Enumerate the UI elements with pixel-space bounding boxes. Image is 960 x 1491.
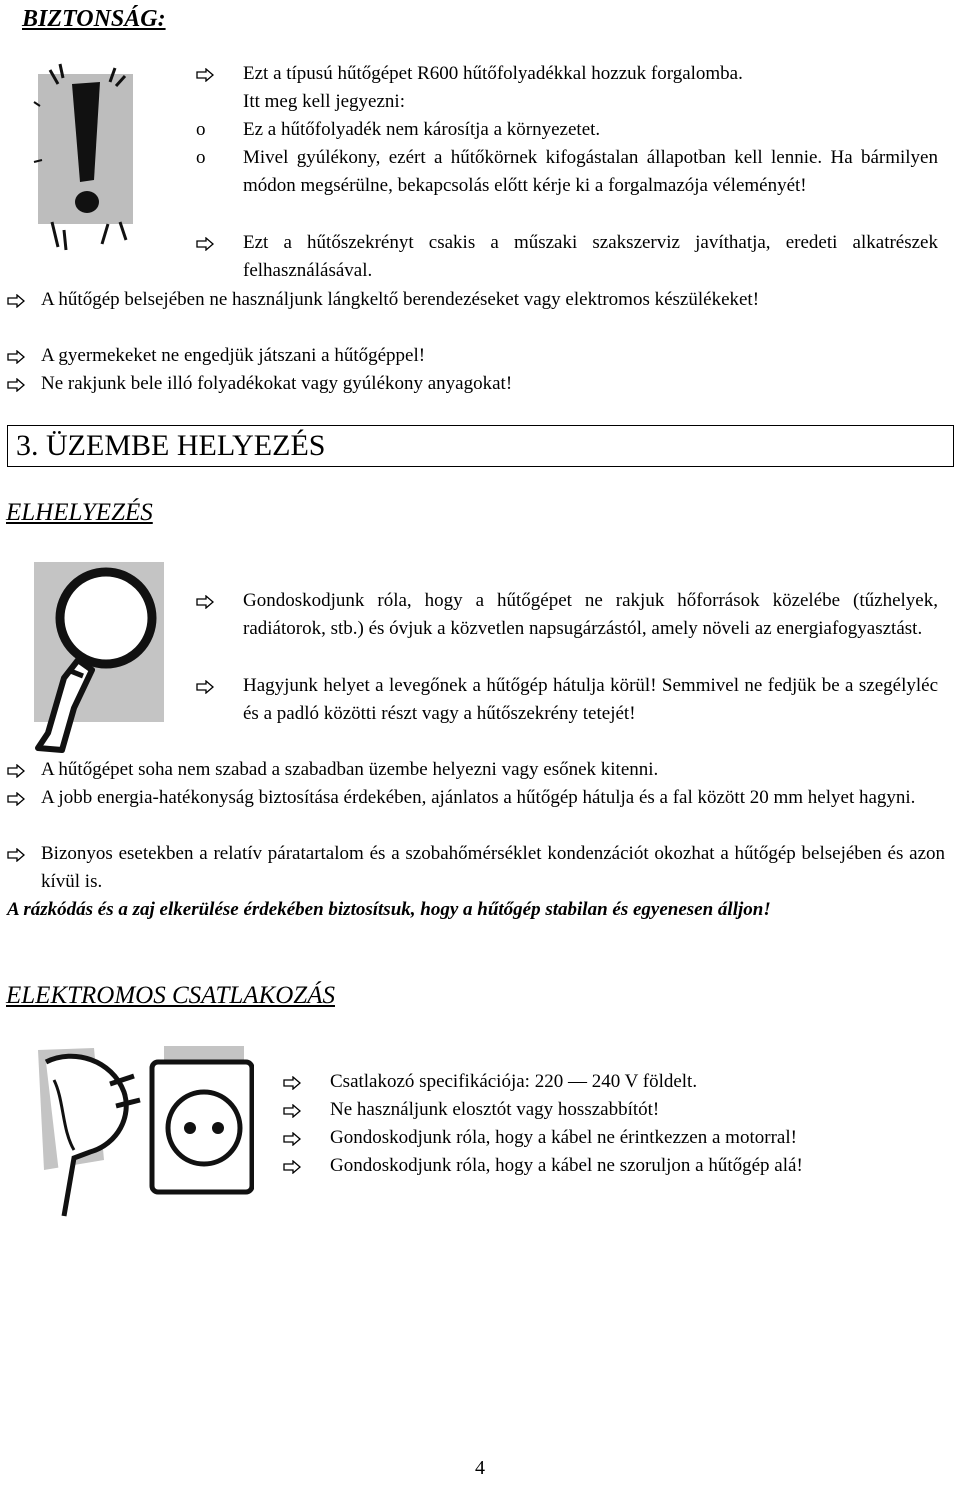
exclamation-warning-icon <box>30 62 140 252</box>
arrow-right-icon <box>7 286 29 314</box>
page-number: 4 <box>475 1457 485 1479</box>
placement-heading: ELHELYEZÉS <box>6 499 153 526</box>
safety-item: A gyermekeket ne engedjük játszani a hűtőgéppel! <box>7 342 945 370</box>
magnifier-icon <box>28 558 178 758</box>
safety-item: Ne rakjunk bele illó folyadékokat vagy gyúlékony anyagokat! <box>7 370 945 398</box>
arrow-right-icon <box>7 342 29 370</box>
arrow-right-icon <box>7 840 29 868</box>
safety-note: Itt meg kell jegyezni: <box>243 91 405 112</box>
arrow-right-icon <box>196 587 218 615</box>
electrical-heading: ELEKTROMOS CSATLAKOZÁS <box>6 982 335 1009</box>
section-title: BIZTONSÁG: <box>22 6 166 32</box>
arrow-right-icon <box>283 1068 305 1096</box>
arrow-right-icon <box>283 1096 305 1124</box>
safety-item: A hűtőgép belsejében ne használjunk lángkeltő berendezéseket vagy elektromos készülékeket! <box>7 286 945 314</box>
electrical-item: Csatlakozó specifikációja: 220 — 240 V földelt. <box>283 1068 943 1096</box>
placement-item: Bizonyos esetekben a relatív páratartalom és a szobahőmérséklet kondenzációt okozhat a hűtőgép belsejében és azon kívül is. <box>7 840 945 896</box>
safety-item: Ezt a hűtőszekrényt csakis a műszaki szakszerviz javíthatja, eredeti alkatrészek felhasználásával. <box>196 229 938 285</box>
arrow-right-icon <box>7 370 29 398</box>
electrical-item: Gondoskodjunk róla, hogy a kábel ne szoruljon a hűtőgép alá! <box>283 1152 943 1180</box>
arrow-right-icon <box>7 756 29 784</box>
placement-warning: A rázkódás és a zaj elkerülése érdekében biztosítsuk, hogy a hűtőgép stabilan és egyenesen álljon! <box>7 899 771 920</box>
arrow-right-icon <box>283 1124 305 1152</box>
placement-item: Hagyjunk helyet a levegőnek a hűtőgép hátulja körül! Semmivel ne fedjük be a szegélyléc és a padló közötti részt vagy a hűtőszekrény tetejét! <box>196 672 938 728</box>
safety-item: Ezt a típusú hűtőgépet R600 hűtőfolyadékkal hozzuk forgalomba. <box>196 60 938 88</box>
electrical-item: Gondoskodjunk róla, hogy a kábel ne érintkezzen a motorral! <box>283 1124 943 1152</box>
plug-socket-icon <box>34 1040 254 1220</box>
safety-subitem: o Mivel gyúlékony, ezért a hűtőkörnek kifogástalan állapotban kell lennie. Ha bármilyen módon megsérülne, bekapcsolás előtt kérje ki a forgalmazója véleményét! <box>196 144 938 200</box>
safety-subitem: o Ez a hűtőfolyadék nem károsítja a környezetet. <box>196 116 938 144</box>
circle-bullet: o <box>196 119 206 140</box>
arrow-right-icon <box>196 672 218 700</box>
arrow-right-icon <box>196 229 218 257</box>
placement-item: Gondoskodjunk róla, hogy a hűtőgépet ne rakjuk hőforrások közelébe (tűzhelyek, radiátorok, stb.) és óvjuk a közvetlen napsugárzástól, amely növeli az energiafogyasztást. <box>196 587 938 643</box>
circle-bullet: o <box>196 147 206 168</box>
electrical-item: Ne használjunk elosztót vagy hosszabbítót! <box>283 1096 943 1124</box>
placement-item: A hűtőgépet soha nem szabad a szabadban üzembe helyezni vagy esőnek kitenni. <box>7 756 945 784</box>
chapter-heading: 3. ÜZEMBE HELYEZÉS <box>7 425 954 467</box>
arrow-right-icon <box>283 1152 305 1180</box>
arrow-right-icon <box>196 60 218 88</box>
arrow-right-icon <box>7 784 29 812</box>
placement-item: A jobb energia-hatékonyság biztosítása érdekében, ajánlatos a hűtőgép hátulja és a fal között 20 mm helyet hagyni. <box>7 784 945 812</box>
